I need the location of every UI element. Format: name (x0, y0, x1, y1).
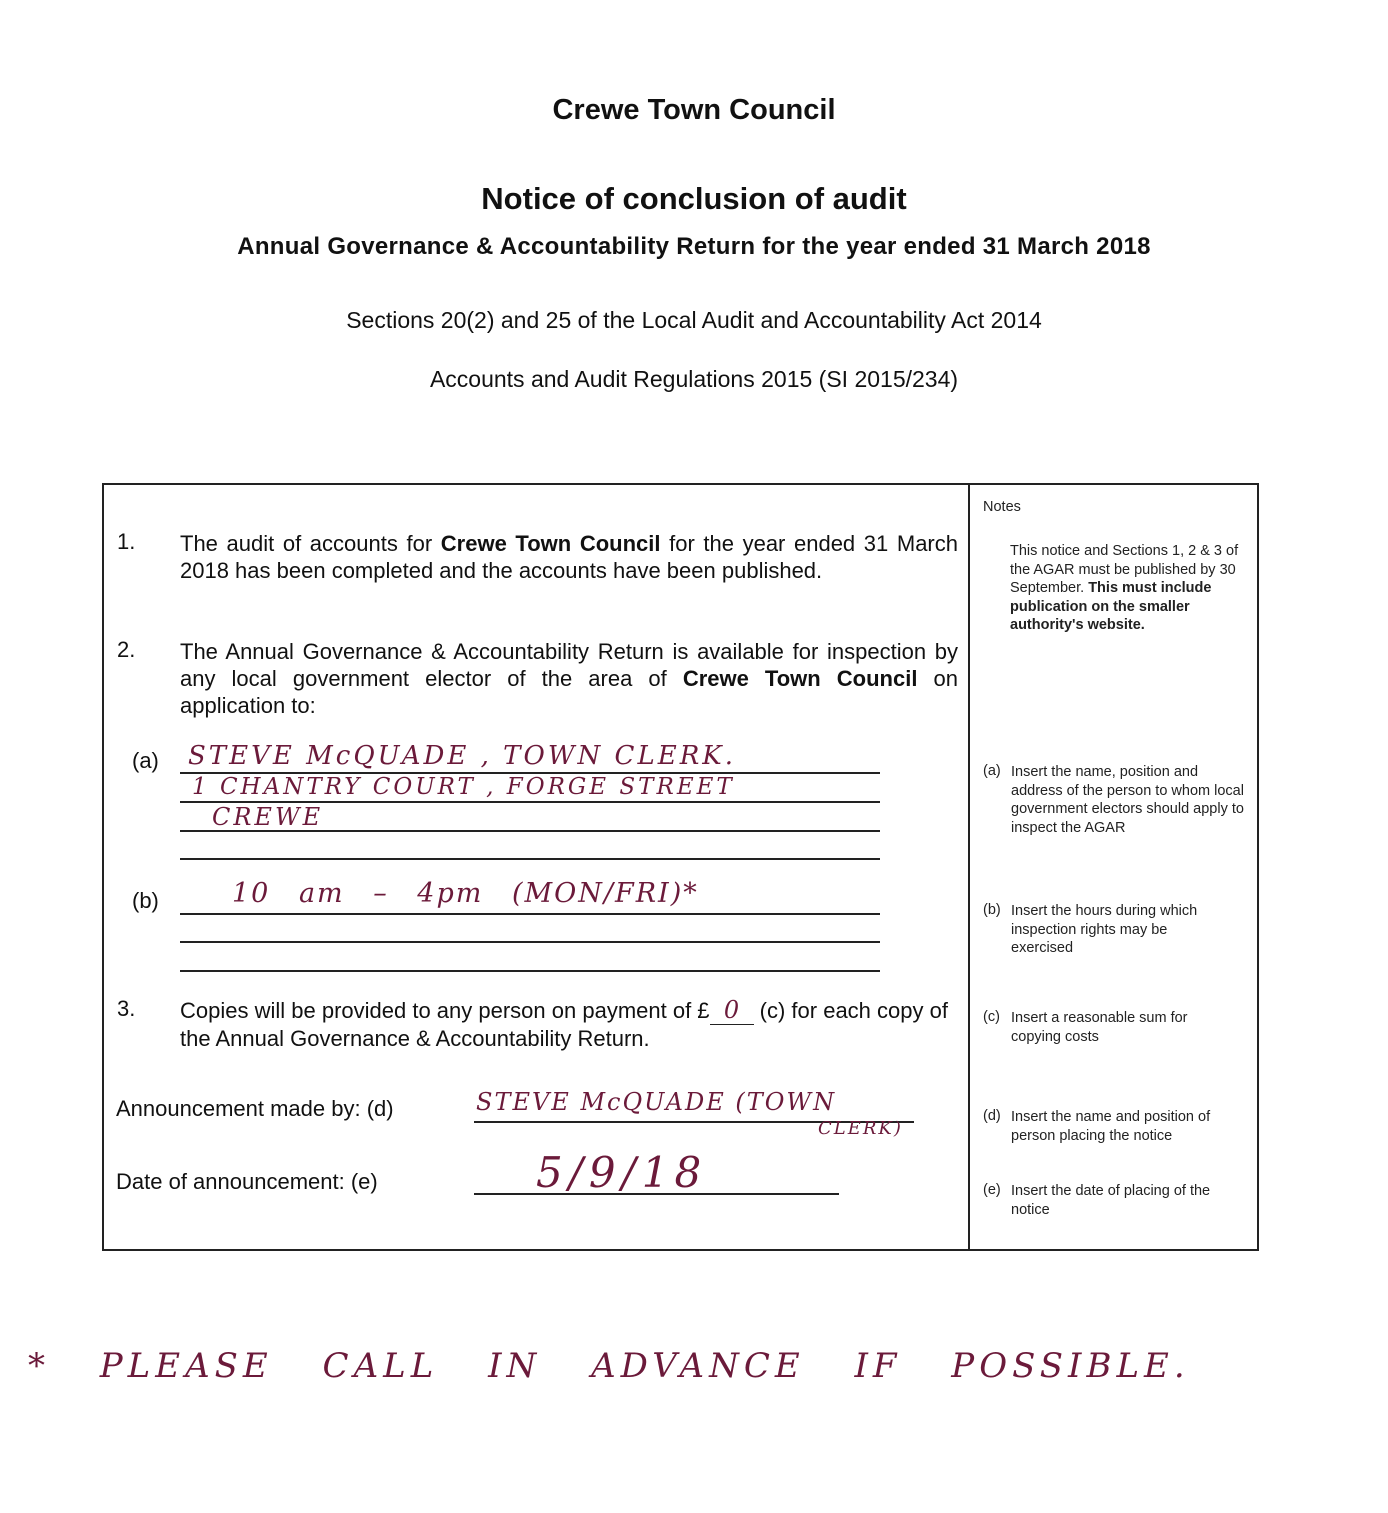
note-e-letter: (e) (983, 1182, 1001, 1198)
handwritten-town: CREWE (212, 803, 324, 831)
notes-intro: This notice and Sections 1, 2 & 3 of the AGAR must be published by 30 September. This must include publication on the smaller authority's website. (1010, 543, 1239, 633)
line-a4 (180, 858, 880, 860)
item-3-number: 3. (117, 996, 136, 1021)
note-c-letter: (c) (983, 1009, 1000, 1025)
line-b1 (180, 913, 880, 915)
notes-divider (968, 483, 970, 1251)
handwritten-announcer-position: CLERK) (818, 1118, 903, 1139)
label-b: (b) (132, 888, 159, 913)
return-title: Annual Governance & Accountability Return for the year ended 31 March 2018 (237, 233, 1151, 260)
handwritten-footnote: * PLEASE CALL IN ADVANCE IF POSSIBLE. (28, 1346, 1190, 1386)
handwritten-address: 1 CHANTRY COURT , FORGE STREET (192, 774, 735, 800)
council-heading: Crewe Town Council (552, 94, 836, 126)
item-1-number: 1. (117, 529, 136, 554)
handwritten-copy-sum: 0 (723, 996, 740, 1024)
note-a-text: Insert the name, position and address of the person to whom local government electors should apply to inspect the AGAR (1011, 764, 1244, 836)
item-2-text: The Annual Governance & Accountability Return is available for inspection by any local government elector of the area of Crewe Town Council on application to: (180, 639, 958, 718)
line-b2 (180, 941, 880, 943)
handwritten-date: 5/9/18 (536, 1148, 708, 1197)
act-reference: Sections 20(2) and 25 of the Local Audit and Accountability Act 2014 (346, 307, 1042, 333)
item-2-number: 2. (117, 637, 136, 662)
handwritten-name-position: STEVE McQUADE , TOWN CLERK. (188, 741, 736, 771)
handwritten-announcer: STEVE McQUADE (TOWN (476, 1088, 837, 1116)
note-a-letter: (a) (983, 763, 1001, 779)
announcement-label: Announcement made by: (d) (116, 1096, 394, 1121)
note-b-letter: (b) (983, 902, 1001, 918)
note-c-text: Insert a reasonable sum for copying costs (1011, 1010, 1188, 1045)
line-b3 (180, 970, 880, 972)
notice-title: Notice of conclusion of audit (481, 181, 907, 216)
note-e-text: Insert the date of placing of the notice (1011, 1183, 1211, 1218)
notes-heading: Notes (983, 499, 1021, 515)
label-a: (a) (132, 748, 159, 773)
date-label: Date of announcement: (e) (116, 1169, 378, 1194)
regulations-reference: Accounts and Audit Regulations 2015 (SI 2015/234) (429, 366, 959, 392)
note-b-text: Insert the hours during which inspection rights may be exercised (1011, 903, 1198, 956)
note-d-text: Insert the name and position of person placing the notice (1011, 1109, 1211, 1144)
item-3-text: Copies will be provided to any person on payment of £ 0 (c) for each copy of the Annual Governance & Accountability Return. (180, 996, 948, 1051)
note-d-letter: (d) (983, 1108, 1001, 1124)
item-1-text: The audit of accounts for Crewe Town Council for the year ended 31 March 2018 has been completed and the accounts have been published. (180, 531, 958, 583)
handwritten-hours: 10 am – 4pm (MON/FRI)* (232, 878, 699, 909)
